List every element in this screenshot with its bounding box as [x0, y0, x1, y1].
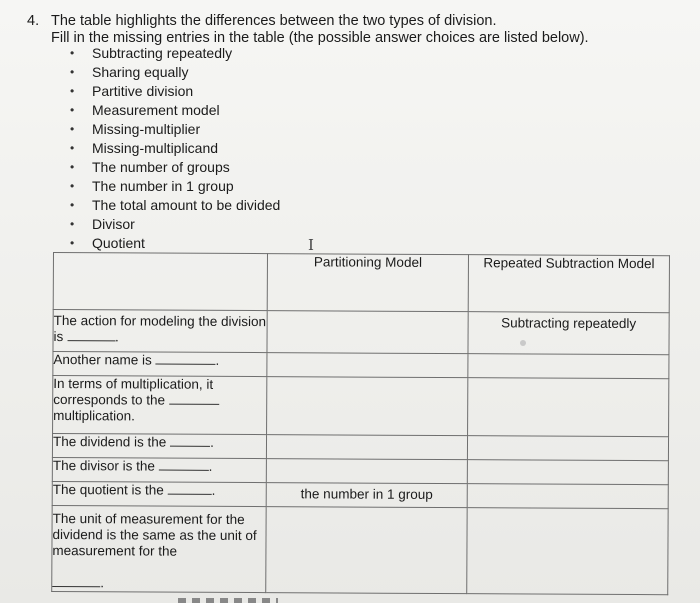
- answer-choice: • Quotient: [66, 234, 280, 253]
- question-instruction-line-1: The table highlights the differences between the two types of division.: [51, 13, 497, 29]
- table-row: [53, 376, 669, 437]
- text-cursor-icon: I: [308, 236, 314, 254]
- row-label-text: The divisor is the: [52, 458, 155, 474]
- answer-choice: • Missing-multiplier: [66, 120, 280, 139]
- repeated-subtraction-cell[interactable]: [467, 460, 668, 485]
- table-row: [52, 434, 668, 461]
- row-label-text: The dividend is the: [52, 434, 167, 450]
- row-label-text: The unit of measurement for the dividend is the same as the unit of measurement for the: [52, 511, 257, 559]
- row-label-text: The action for modeling the division is: [53, 313, 267, 345]
- row-label: [52, 481, 266, 506]
- answer-blank[interactable]: [169, 394, 219, 405]
- row-label-end: .: [211, 482, 216, 498]
- answer-choice: • The number in 1 group: [66, 177, 280, 196]
- answer-blank[interactable]: [155, 354, 215, 365]
- repeated-subtraction-cell[interactable]: [468, 378, 669, 437]
- partitioning-cell[interactable]: [266, 507, 467, 594]
- answer-choice: • The number of groups: [66, 158, 280, 177]
- repeated-subtraction-cell[interactable]: [467, 508, 668, 595]
- partitioning-cell[interactable]: [267, 377, 468, 436]
- repeated-subtraction-cell[interactable]: [467, 484, 668, 509]
- partitioning-cell[interactable]: the number in 1 group: [266, 483, 467, 508]
- header-blank-cell: [53, 253, 267, 311]
- answer-choice: • Divisor: [66, 215, 280, 234]
- row-label-end: .: [215, 352, 220, 368]
- header-partitioning-model: Partitioning Model: [267, 254, 468, 312]
- answer-choice: • Measurement model: [66, 101, 280, 120]
- answer-blank[interactable]: [67, 330, 115, 341]
- question-instruction-line-2: Fill in the missing entries in the table (the possible answer choices are listed below).: [51, 30, 589, 46]
- partitioning-cell[interactable]: [267, 353, 468, 378]
- repeated-subtraction-cell[interactable]: [467, 436, 668, 461]
- repeated-subtraction-cell[interactable]: Subtracting repeatedly: [468, 312, 669, 355]
- row-label-end: .: [115, 329, 119, 345]
- question-number: 4.: [27, 13, 40, 29]
- answer-blank[interactable]: [159, 460, 209, 471]
- repeated-subtraction-cell[interactable]: [468, 354, 669, 379]
- row-label-end: multiplication.: [53, 408, 135, 424]
- answer-blank[interactable]: [170, 436, 210, 447]
- answer-choice: • Missing-multiplicand: [66, 139, 280, 158]
- answer-choice: • Subtracting repeatedly: [66, 44, 280, 63]
- row-label: [52, 505, 266, 592]
- row-label-text: The quotient is the: [52, 482, 164, 498]
- cut-off-text-edge: [178, 598, 278, 603]
- table-row: [53, 310, 669, 355]
- row-label-end: .: [208, 458, 213, 474]
- row-label: [53, 376, 267, 435]
- answer-choice: • Sharing equally: [66, 63, 280, 82]
- row-label-text: In terms of multiplication, it corresponds to the: [53, 376, 214, 408]
- partitioning-cell[interactable]: [266, 435, 467, 460]
- division-comparison-table: [51, 252, 670, 595]
- row-label: [53, 352, 267, 377]
- table-header-row: [53, 253, 669, 313]
- answer-choice: • The total amount to be divided: [66, 196, 280, 215]
- answer-choices-list: [66, 44, 280, 253]
- answer-choice: • Partitive division: [66, 82, 280, 101]
- table-row: [53, 352, 669, 379]
- table-row: [52, 481, 668, 508]
- table-row: [52, 457, 668, 484]
- row-label: [52, 457, 266, 482]
- smudge-mark: [520, 340, 526, 346]
- row-label-text: Another name is: [53, 352, 152, 368]
- partitioning-cell[interactable]: [266, 459, 467, 484]
- partitioning-cell[interactable]: [267, 311, 468, 354]
- answer-blank[interactable]: [52, 576, 100, 587]
- header-repeated-subtraction-model: Repeated Subtraction Model: [468, 255, 669, 313]
- table-row: [52, 505, 668, 594]
- row-label: [53, 310, 267, 353]
- row-label: [52, 434, 266, 459]
- answer-blank[interactable]: [168, 484, 212, 495]
- row-label-end: .: [210, 434, 214, 450]
- row-label-end: .: [100, 575, 105, 591]
